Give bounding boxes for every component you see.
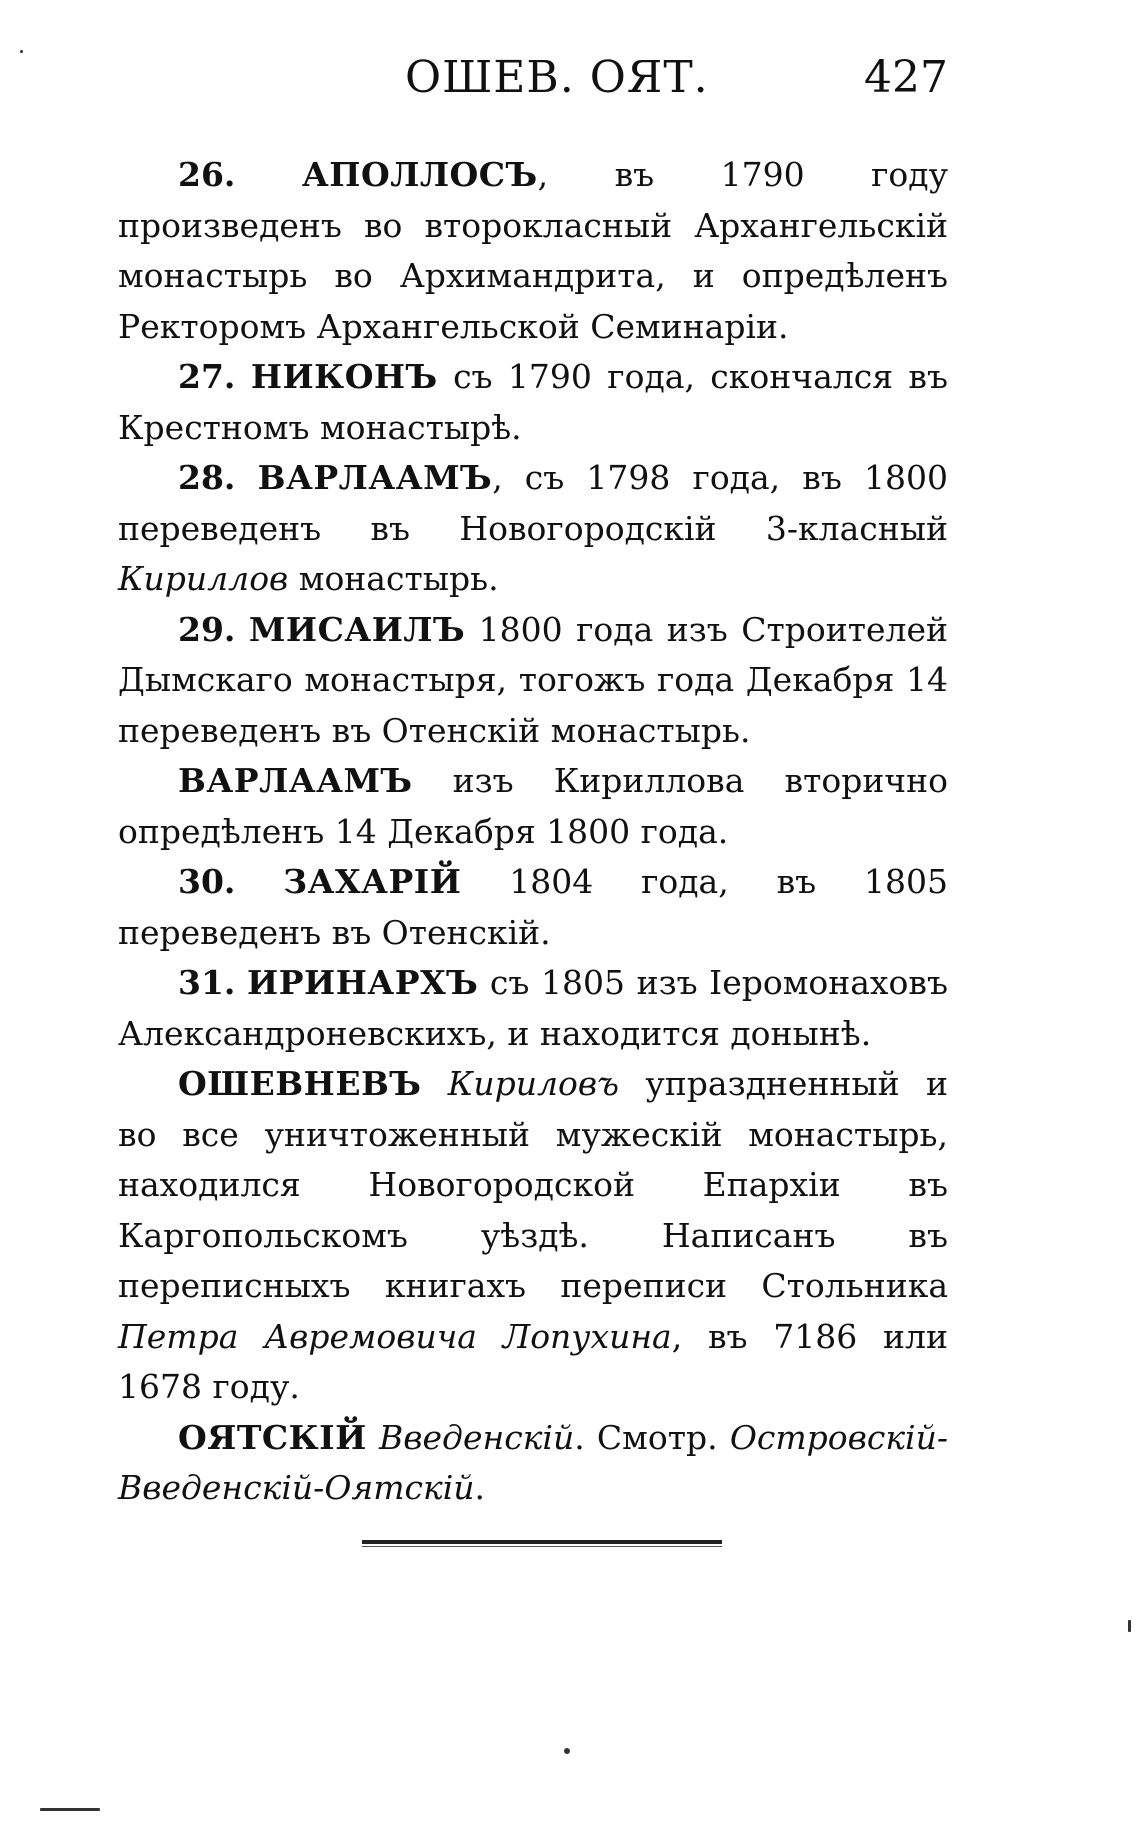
entry-29: [118, 605, 948, 757]
entry-text: монастырь.: [288, 559, 499, 598]
entry-name: МИСАИЛЪ: [248, 609, 466, 649]
entry-varlaam-again: [118, 756, 948, 857]
entry-name: ВАРЛААМЪ: [257, 458, 493, 497]
entry-text: , съ 1798 года, въ 1800 переведенъ въ Новогородскій 3-класный: [118, 458, 948, 548]
entry-text: изъ Кириллова вторично опредѣленъ 14 Декабря 1800 года.: [118, 761, 948, 851]
entry-italic: Кириловъ: [447, 1064, 620, 1103]
entry-number: 31.: [178, 963, 236, 1002]
body-text: [118, 150, 948, 1514]
entry-number: 28.: [178, 458, 236, 497]
entry-name: НИКОНЪ: [250, 357, 438, 396]
print-speck: [20, 50, 23, 53]
entry-26: [118, 150, 948, 352]
entry-text: съ 1805 изъ Іеромонаховъ Александроневскихъ, и находится донынѣ.: [118, 963, 948, 1053]
entry-text: съ 1790 года, скончался въ Крестномъ монастырѣ.: [118, 357, 948, 447]
entry-italic: Островскій-Введенскій-Оятскій: [118, 1417, 948, 1507]
entry-oshevnev: [118, 1059, 948, 1413]
running-head: ОШЕВ. ОЯТ.: [405, 52, 709, 103]
entry-text: , въ 7186 или 1678 году.: [118, 1316, 948, 1406]
entry-oyatskiy: [118, 1413, 948, 1514]
page-number: 427: [864, 52, 948, 103]
page-header: [0, 52, 1140, 112]
entry-number: 26.: [178, 155, 236, 194]
entry-italic: Введенскій: [379, 1417, 575, 1457]
entry-text: , въ 1790 году произведенъ во второкласный Архангельскій монастырь во Архимандрита, и опредѣленъ Ректоромъ Архангельской Семинаріи.: [118, 155, 948, 346]
print-speck: [1128, 1620, 1131, 1632]
entry-text: .: [474, 1468, 486, 1507]
entry-name: ВАРЛААМЪ: [178, 761, 413, 800]
entry-number: 27.: [178, 357, 236, 396]
entry-27: [118, 352, 948, 453]
entry-name: ОШЕВНЕВЪ: [178, 1064, 422, 1103]
entry-italic: Петра Авремовича Лопухина: [118, 1316, 672, 1356]
entry-name: ИРИНАРХЪ: [247, 963, 479, 1002]
entry-name: ЗАХАРІЙ: [283, 862, 462, 901]
entry-italic: Кириллов: [118, 559, 289, 598]
entry-name: АПОЛЛОСЪ: [301, 155, 538, 194]
entry-text: упраздненный и во все уничтоженный мужескій монастырь, находился Новогородской Епархіи въ Каргопольскомъ уѣздѣ. Написанъ въ переписныхъ книгахъ переписи Стольника: [118, 1064, 948, 1305]
closing-rule: [362, 1540, 722, 1544]
entry-30: [118, 857, 948, 958]
print-speck: [40, 1808, 100, 1811]
entry-28: [118, 453, 948, 605]
entry-text: . Смотр.: [574, 1417, 730, 1457]
entry-text: 1804 года, въ 1805 переведенъ въ Отенскій.: [118, 862, 948, 952]
entry-text: 1800 года изъ Строителей Дымскаго монастыря, тогожъ года Декабря 14 переведенъ въ Отенскій монастырь.: [118, 609, 948, 750]
entry-name: ОЯТСКІЙ: [178, 1417, 367, 1457]
entry-31: [118, 958, 948, 1059]
entry-number: 30.: [178, 862, 236, 901]
entry-number: 29.: [178, 609, 236, 649]
print-speck: [564, 1748, 570, 1754]
